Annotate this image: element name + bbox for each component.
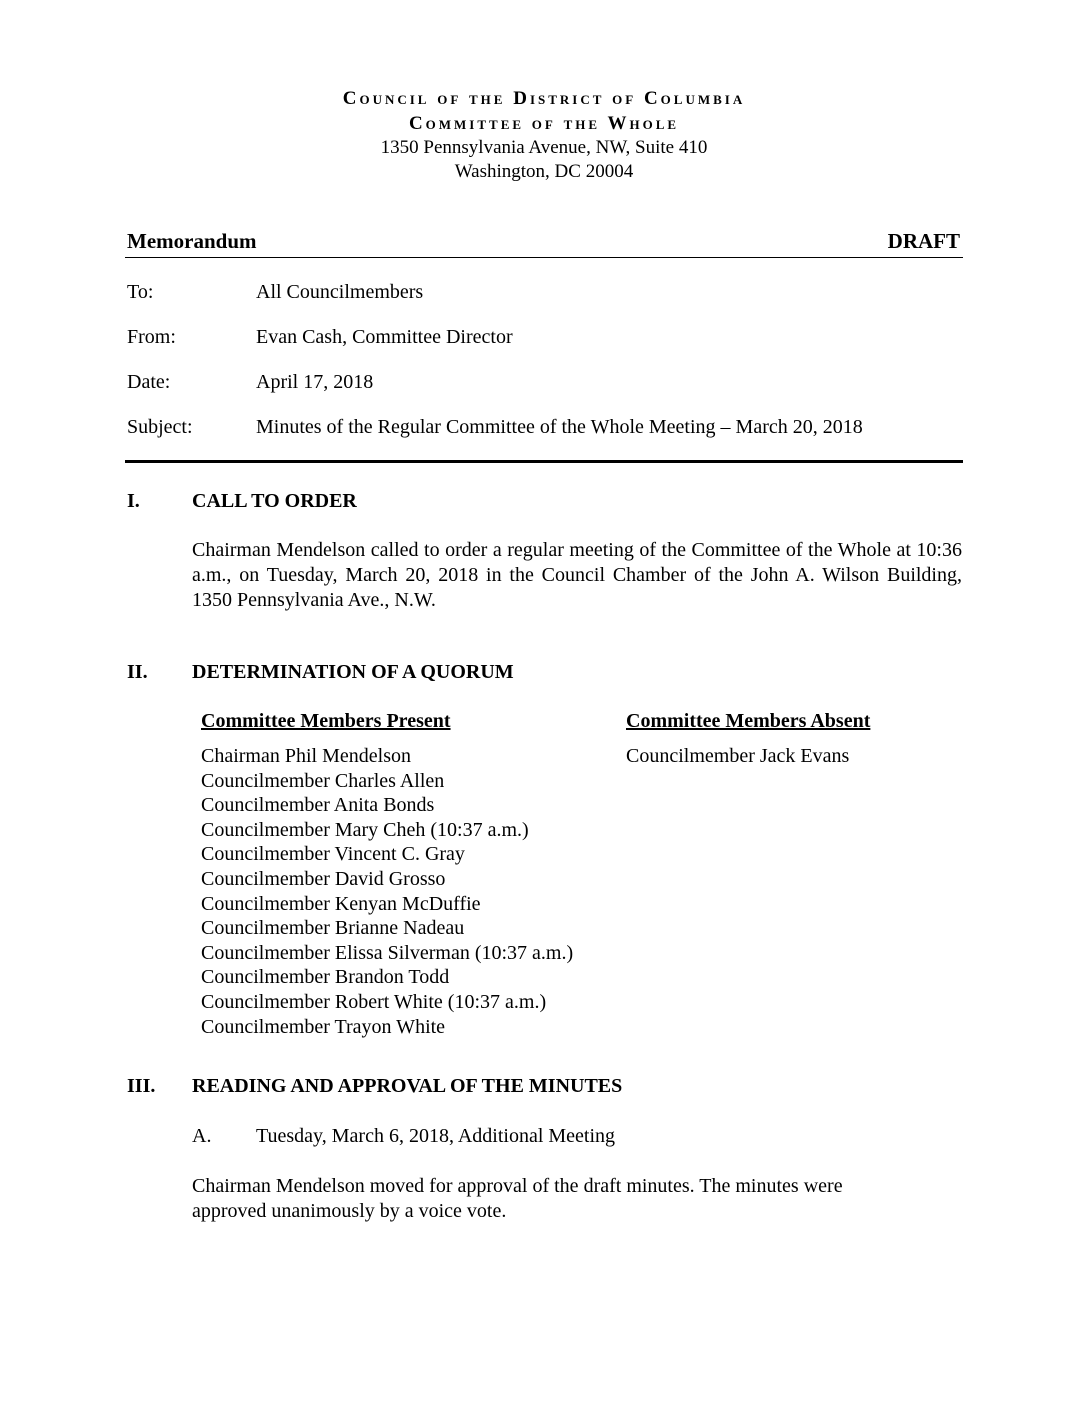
member-present: Councilmember Charles Allen xyxy=(201,769,445,792)
member-absent: Councilmember Jack Evans xyxy=(626,745,850,767)
letterhead-address-line1: 1350 Pennsylvania Avenue, NW, Suite 410 xyxy=(380,137,708,158)
subject-value: Minutes of the Regular Committee of the Whole Meeting – March 20, 2018 xyxy=(256,416,863,438)
member-present: Councilmember Mary Cheh (10:37 a.m.) xyxy=(201,818,529,841)
member-present: Councilmember Trayon White xyxy=(201,1015,446,1038)
section-3-body: Chairman Mendelson moved for approval of the draft minutes. The minutes were approved unanimously by a voice vote. xyxy=(192,1175,843,1222)
members-absent-heading: Committee Members Absent xyxy=(626,710,871,732)
member-present: Councilmember Brandon Todd xyxy=(201,966,450,989)
letterhead-committee: Committee of the Whole xyxy=(408,113,680,134)
members-present-heading: Committee Members Present xyxy=(201,710,451,732)
memo-status: DRAFT xyxy=(887,229,960,253)
section-1-number: I. xyxy=(127,490,140,512)
section-3-item-letter: A. xyxy=(192,1125,212,1147)
header-rule xyxy=(125,257,963,258)
section-1-body: Chairman Mendelson called to order a regular meeting of the Committee of the Whole at 10:36 a.m., on Tuesday, March 20, 2018 in the Council Chamber of the John A. Wilson Building, 1350 Pennsylvania Ave., N.W. xyxy=(192,539,962,611)
member-present: Councilmember Anita Bonds xyxy=(201,794,435,817)
section-2-number: II. xyxy=(127,661,148,683)
from-value: Evan Cash, Committee Director xyxy=(256,326,513,348)
member-present: Councilmember Vincent C. Gray xyxy=(201,843,465,866)
member-present: Councilmember David Grosso xyxy=(201,867,446,890)
memo-title: Memorandum xyxy=(127,229,257,253)
from-label: From: xyxy=(127,326,176,348)
to-value: All Councilmembers xyxy=(256,281,424,303)
section-3-item-text: Tuesday, March 6, 2018, Additional Meeting xyxy=(256,1125,616,1147)
subject-rule xyxy=(125,460,963,463)
member-present: Councilmember Brianne Nadeau xyxy=(201,917,465,940)
section-1-title: CALL TO ORDER xyxy=(192,490,357,512)
letterhead-address-line2: Washington, DC 20004 xyxy=(454,161,634,182)
member-present: Councilmember Elissa Silverman (10:37 a.m.) xyxy=(201,941,574,964)
to-label: To: xyxy=(127,281,154,303)
member-present: Councilmember Robert White (10:37 a.m.) xyxy=(201,990,547,1013)
date-value: April 17, 2018 xyxy=(256,371,374,393)
section-2-title: DETERMINATION OF A QUORUM xyxy=(192,661,514,683)
subject-label: Subject: xyxy=(127,416,193,438)
section-3-title: READING AND APPROVAL OF THE MINUTES xyxy=(192,1075,623,1097)
members-absent-list xyxy=(626,744,849,769)
member-present: Chairman Phil Mendelson xyxy=(201,745,411,767)
member-present: Councilmember Kenyan McDuffie xyxy=(201,892,481,915)
date-label: Date: xyxy=(127,371,171,393)
letterhead-org: Council of the District of Columbia xyxy=(342,88,746,109)
section-3-number: III. xyxy=(127,1075,156,1097)
members-present-list xyxy=(201,744,573,1039)
